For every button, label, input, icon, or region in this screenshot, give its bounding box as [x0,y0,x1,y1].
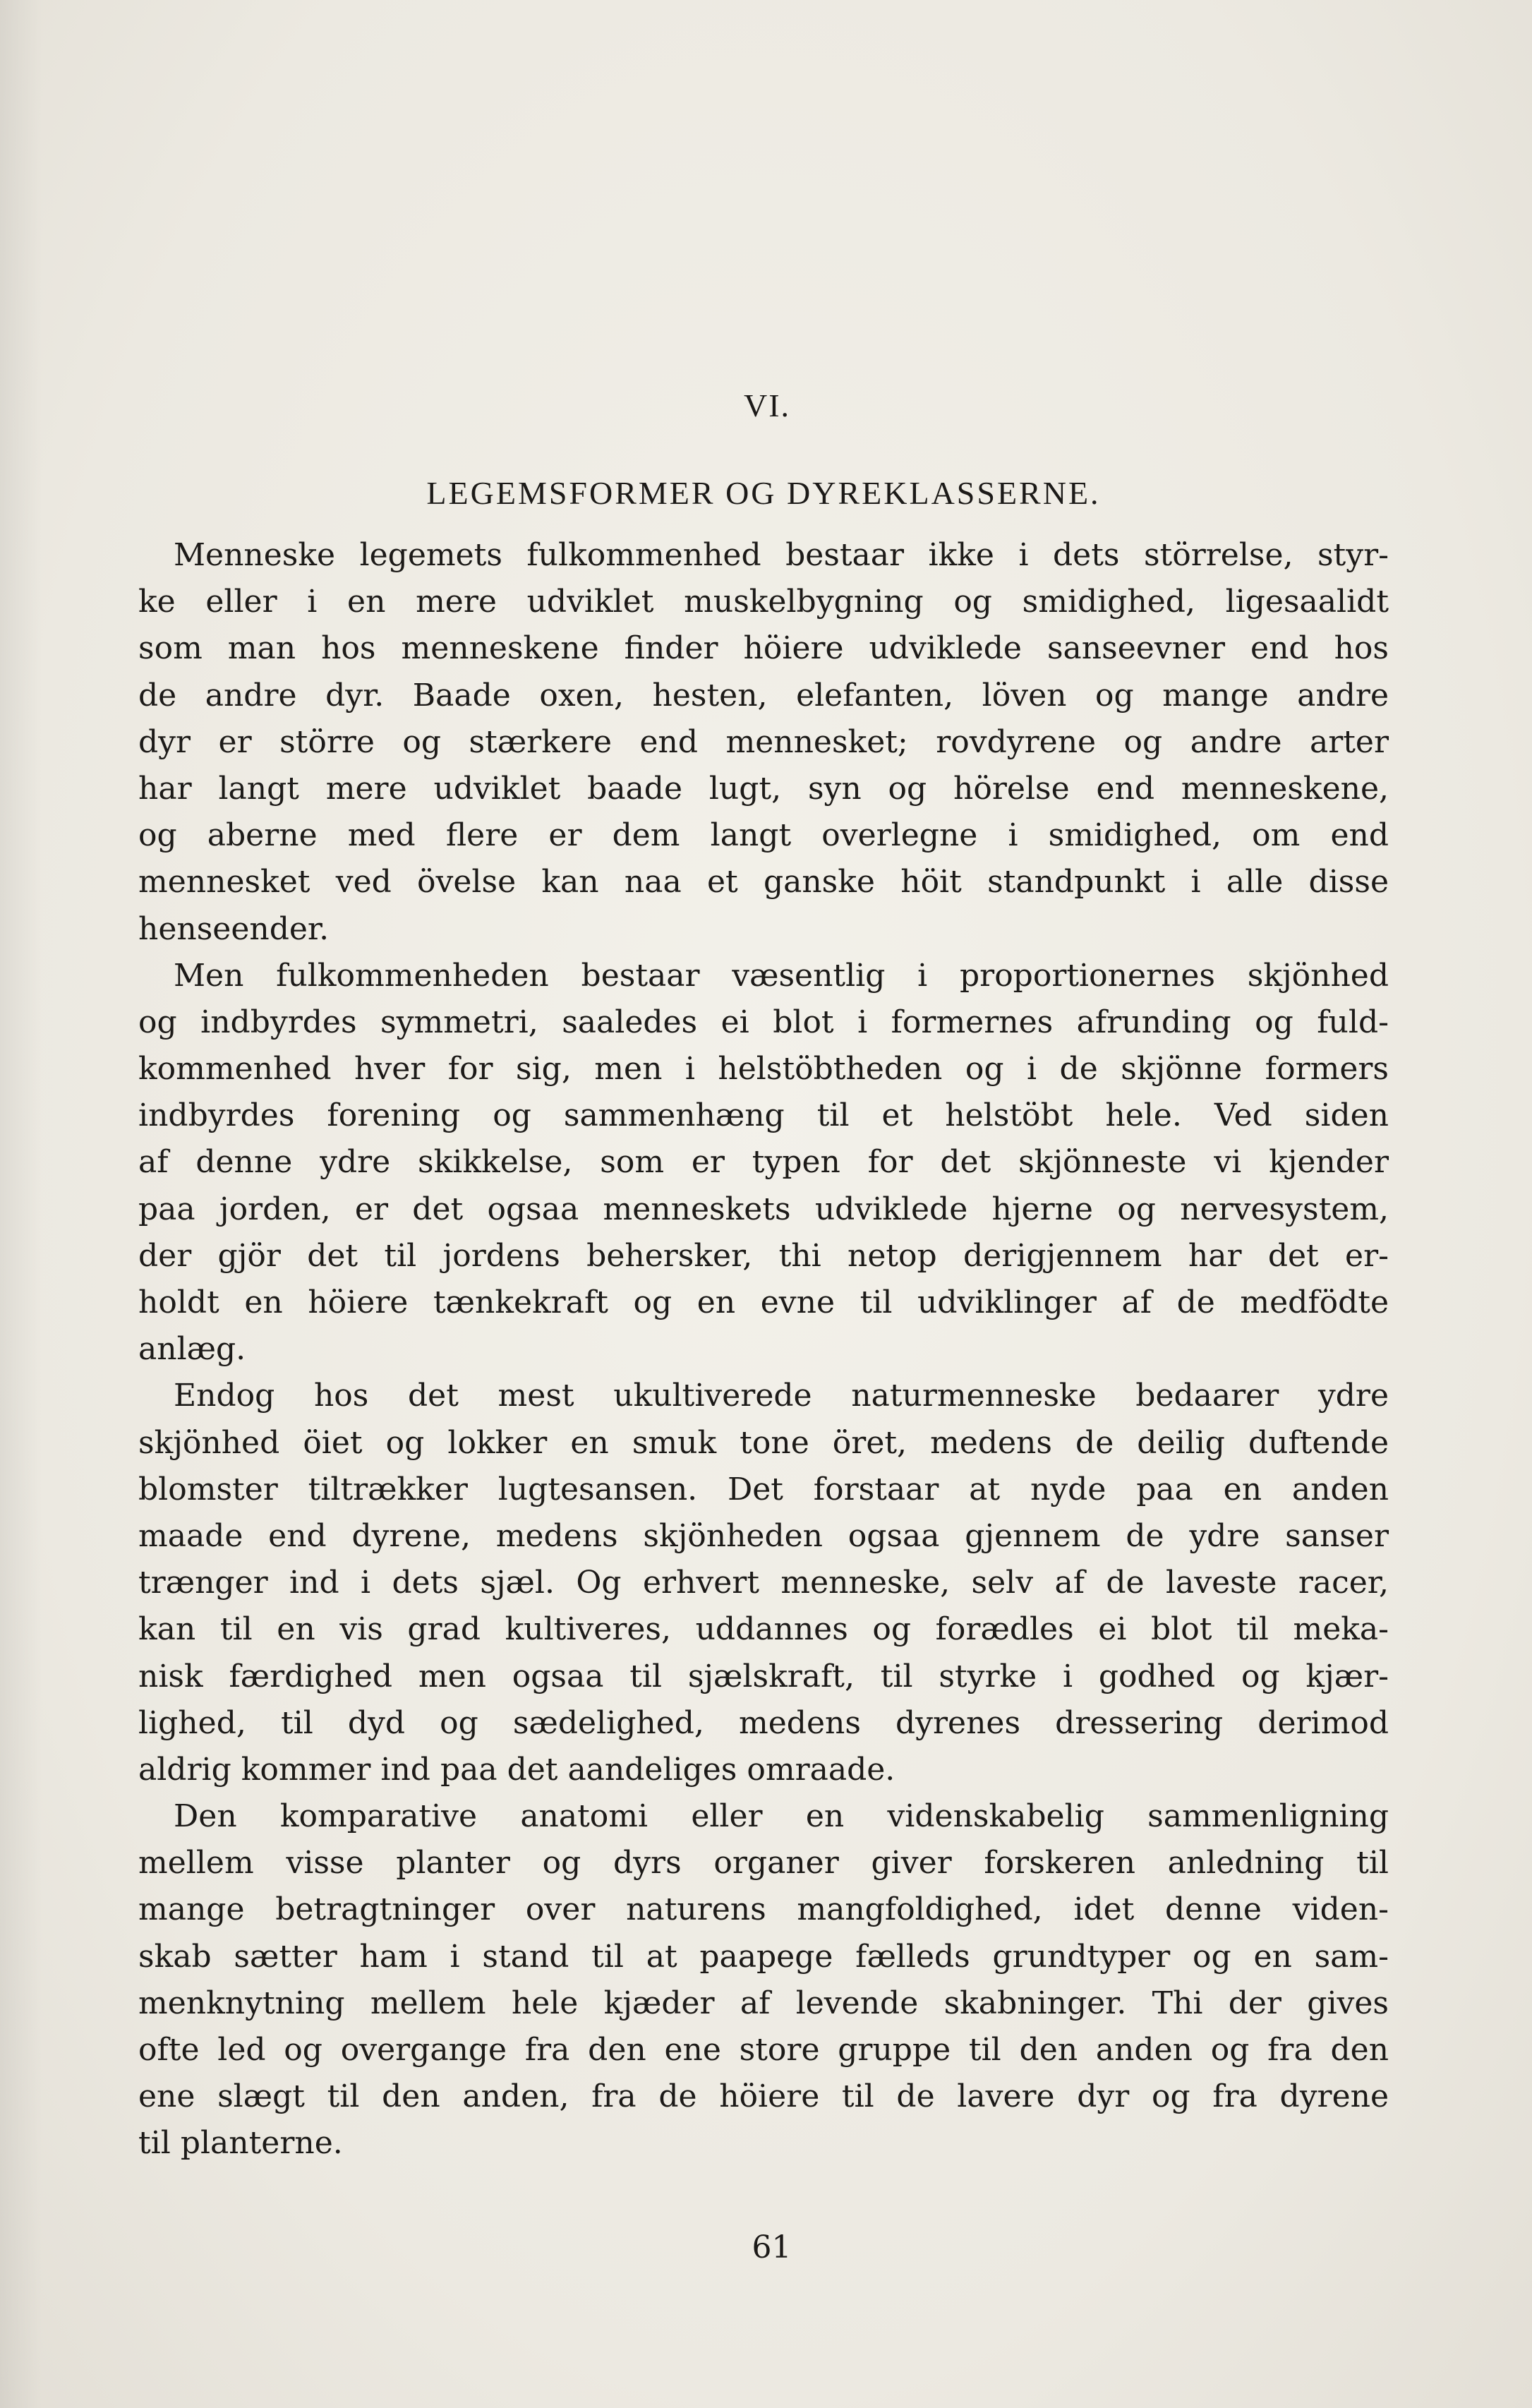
text-line: paa jorden, er det ogsaa menneskets udviklede hjerne og nervesystem, [138,1191,1389,1227]
text-line: og aberne med flere er dem langt overlegne i smidighed, om end [138,817,1389,854]
paragraph [138,532,1389,953]
body-text [138,532,1389,2167]
text-line: maade end dyrene, medens skjönheden ogsaa gjennem de ydre sanser [138,1517,1389,1554]
paragraph [138,1793,1389,2167]
text-line: ene slægt til den anden, fra de höiere til de lavere dyr og fra dyrene [138,2078,1389,2115]
text-line: Men fulkommenheden bestaar væsentlig i proportionernes skjönhed [174,957,1389,994]
text-line: aldrig kommer ind paa det aandeliges omraade. [138,1751,895,1788]
text-line: indbyrdes forening og sammenhæng til et helstöbt hele. Ved siden [138,1097,1389,1134]
text-line: har langt mere udviklet baade lugt, syn og hörelse end menneskene, [138,770,1389,807]
text-line: Den komparative anatomi eller en videnskabelig sammenligning [174,1798,1389,1835]
text-line: Endog hos det mest ukultiverede naturmenneske bedaarer ydre [174,1378,1389,1414]
text-line: kommenhed hver for sig, men i helstöbtheden og i de skjönne formers [138,1051,1389,1088]
text-line: henseender. [138,910,330,947]
text-line: skab sætter ham i stand til at paapege fælleds grundtyper og en sam- [138,1938,1389,1975]
text-line: til planterne. [138,2125,343,2162]
text-line: der gjör det til jordens behersker, thi netop derigjennem har det er- [138,1237,1389,1274]
text-line: og indbyrdes symmetri, saaledes ei blot i formernes afrunding og fuld- [138,1004,1389,1040]
text-line: nisk færdighed men ogsaa til sjælskraft, til styrke i godhed og kjær- [138,1658,1389,1694]
text-line: af denne ydre skikkelse, som er typen for det skjönneste vi kjender [138,1144,1389,1181]
text-line: lighed, til dyd og sædelighed, medens dyrenes dressering derimod [138,1704,1389,1741]
chapter-title: LEGEMSFORMER OG DYREKLASSERNE. [426,475,1101,511]
paragraph [138,1373,1389,1793]
text-line: anlæg. [138,1331,246,1368]
text-block [138,381,1389,2167]
text-line: som man hos menneskene finder höiere udviklede sanseevner end hos [138,630,1389,667]
text-line: blomster tiltrækker lugtesansen. Det forstaar at nyde paa en anden [138,1471,1389,1507]
text-line: mennesket ved övelse kan naa et ganske höit standpunkt i alle disse [138,864,1389,901]
text-line: mellem visse planter og dyrs organer giver forskeren anledning til [138,1845,1389,1882]
text-line: trænger ind i dets sjæl. Og erhvert menneske, selv af de laveste racer, [138,1565,1389,1601]
text-line: menknytning mellem hele kjæder af levende skabninger. Thi der gives [138,1985,1389,2021]
text-line: ofte led og overgange fra den ene store gruppe til den anden og fra den [138,2032,1389,2068]
text-line: de andre dyr. Baade oxen, hesten, elefanten, löven og mange andre [138,677,1389,714]
text-line: dyr er större og stærkere end mennesket; rovdyrene og andre arter [138,723,1389,760]
text-line: Menneske legemets fulkommenhed bestaar ikke i dets störrelse, styr- [174,537,1389,573]
text-line: skjönhed öiet og lokker en smuk tone öret, medens de deilig duftende [138,1424,1389,1461]
text-line: mange betragtninger over naturens mangfoldighed, idet denne viden- [138,1891,1389,1928]
page-number: 61 [752,2229,792,2265]
text-line: kan til en vis grad kultiveres, uddannes og forædles ei blot til meka- [138,1611,1389,1648]
chapter-number: VI. [743,387,791,423]
paragraph [138,953,1389,1373]
spine-shadow [0,0,42,2408]
text-line: holdt en höiere tænkekraft og en evne til udviklinger af de medfödte [138,1284,1389,1320]
text-line: ke eller i en mere udviklet muskelbygning og smidighed, ligesaalidt [138,584,1389,620]
